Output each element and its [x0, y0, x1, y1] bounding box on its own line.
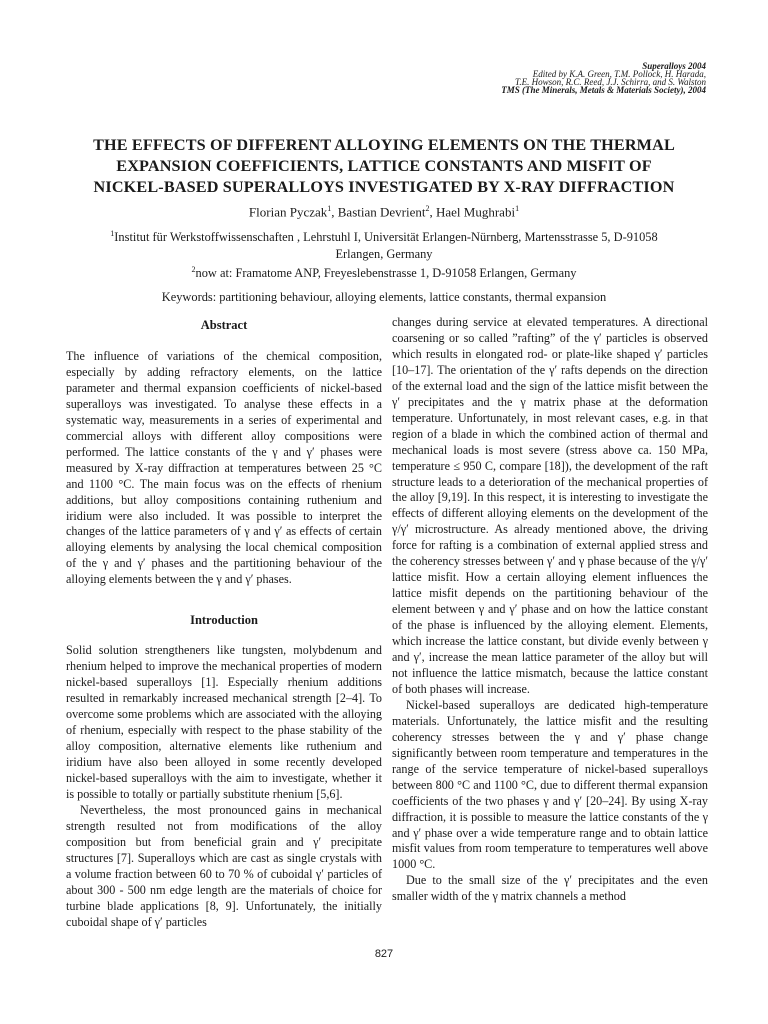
title-line: NICKEL-BASED SUPERALLOYS INVESTIGATED BY X-RAY DIFFRACTION — [93, 178, 675, 196]
affiliation-2-text: now at: Framatome ANP, Freyeslebenstrasse 1, D-91058 Erlangen, Germany — [195, 266, 577, 281]
affiliation-mark: 2 — [191, 265, 196, 275]
author-affiliation-mark: 2 — [425, 204, 430, 213]
abstract-text: The influence of variations of the chemical composition, especially by adding refractory elements, on the lattice parameter and thermal expansion coefficients of nickel-based superalloys was investigated. To analyse these effects in a systematic way, measurements in a series of experimental and commercial alloys with different alloy compositions were performed. The lattice constants of the γ and γ′ phases were measured by X-ray diffraction at temperatures between 25 °C and 1100 °C. The main focus was on the effects of rhenium additions, but alloy compositions containing ruthenium and iridium were also included. It was possible to interpret the changes of the lattice parameters of γ and γ′ as effects of certain alloying elements by analysing the local chemical composition of the γ and γ′ phases and the partitioning behaviour of the alloying elements between the γ and γ′ phases. — [66, 349, 382, 587]
title-line: EXPANSION COEFFICIENTS, LATTICE CONSTANTS AND MISFIT OF — [116, 157, 652, 175]
header-publisher: TMS (The Minerals, Metals & Materials Society), 2004 — [501, 85, 706, 95]
introduction-paragraph: Nevertheless, the most pronounced gains in mechanical strength resulted not from modifications of the alloy composition but from beneficial grain and γ′ precipitate structures [7]. Superalloys which are cast as single crystals with a volume fraction between 60 to 70 % of cuboidal γ′ particles of about 300 - 500 nm edge length are the materials of choice for turbine blade applications [8, 9]. Unfortunately, the initially cuboidal shape of γ′ particles — [66, 802, 382, 929]
right-column — [392, 315, 708, 905]
body-paragraph: Due to the small size of the γ′ precipitates and the even smaller width of the γ matrix channels a method — [392, 873, 708, 904]
header-editors-line2: T.E. Howson, R.C. Reed, J.J. Schirra, and S. Walston — [515, 77, 706, 87]
affiliation-mark: 1 — [110, 229, 115, 238]
author-affiliation-mark: 1 — [515, 204, 520, 213]
author-name: Hael Mughrabi — [436, 204, 516, 220]
paper-title — [60, 135, 708, 198]
introduction-paragraph: Solid solution strengtheners like tungsten, molybdenum and rhenium helped to improve the mechanical properties of modern nickel-based superalloys [1]. Especially rhenium additions resulted in remarkably increased mechanical strength [2–4]. To overcome some problems which are associated with the alloying of rhenium, especially with respect to the phase stability of the alloy composition, alternative elements like ruthenium and iridium have also been alloyed in some recently developed nickel-based superalloys with the aim to investigate, whether it is possible to totally or partially substitute rhenium [5,6]. — [66, 643, 382, 801]
author-separator: , — [331, 204, 338, 220]
body-paragraph: changes during service at elevated temperatures. A directional coarsening or so called ”rafting” of the γ′ particles is observed which results in elongated rod- or plate-like shaped γ′ particles [10–17]. The orientation of the γ′ rafts depends on the direction of the external load and the sign of the lattice misfit between the γ′ precipitates and the γ matrix phase at the deformation temperature. Unfortunately, in most relevant cases, e.g. in that region of a blade in which the combined action of thermal and mechanical loads is most severe (stress above ca. 150 MPa, temperature ≤ 950 C, compare [18]), the development of the raft structure leads to a deterioration of the mechanical properties of the alloy [9,19]. In this respect, it is interesting to investigate the effects of different alloying elements on the development of the γ/γ′ microstructure. As already mentioned above, the driving force for rafting is a combination of external applied stress and the coherency stresses between γ′ and γ phase because of the γ/γ′ lattice misfit. How a certain alloying element influences the lattice misfit depends on the partitioning behaviour of the element between γ and γ′ phase and on how the lattice constant of the phase is influenced by the alloying element. Elements, which increase the lattice constant, but divide evenly between γ and γ′, increase the mean lattice parameter of the alloy but will not influence the lattice mismatch, because the lattice constant of both phases will increase. — [392, 315, 708, 696]
affiliation-1 — [60, 226, 708, 246]
title-line: THE EFFECTS OF DIFFERENT ALLOYING ELEMENTS ON THE THERMAL — [93, 136, 675, 154]
abstract-heading: Abstract — [200, 318, 248, 332]
body-paragraph: Nickel-based superalloys are dedicated high-temperature materials. Unfortunately, the lattice misfit and the resulting coherency stresses between the γ and γ′ phase change significantly between room temperature and temperatures in the range of the service temperature of nickel-based superalloys between 800 °C and 1100 °C, due to different thermal expansion coefficients of the two phases γ and γ′ [20–24]. By using X-ray diffraction, it is possible to measure the lattice constants of the γ and γ′ phase over a wide temperature range and to obtain lattice misfit values from room temperature to temperatures well above 1000 °C. — [392, 697, 708, 872]
keywords: Keywords: partitioning behaviour, alloying elements, lattice constants, thermal expansion — [161, 290, 607, 304]
header-proceedings-title: Superalloys 2004 — [642, 61, 706, 71]
author-separator: , — [429, 204, 436, 220]
conference-header — [346, 62, 706, 94]
introduction-heading: Introduction — [190, 613, 258, 628]
left-column — [66, 317, 382, 930]
affiliation-1-line2: Erlangen, Germany — [335, 246, 433, 261]
affiliation-1-line1: Institut für Werkstoffwissenschaften , Lehrstuhl I, Universität Erlangen-Nürnberg, Martensstrasse 5, D-91058 — [114, 230, 658, 245]
author-name: Bastian Devrient — [337, 204, 426, 220]
author-list — [60, 200, 708, 220]
page-number: 827 — [374, 948, 394, 960]
affiliations — [60, 226, 708, 282]
affiliation-2 — [60, 262, 708, 282]
author-affiliation-mark: 1 — [327, 204, 332, 213]
author-name: Florian Pyczak — [248, 204, 328, 220]
header-editors-line1: Edited by K.A. Green, T.M. Pollock, H. Harada, — [532, 69, 706, 79]
